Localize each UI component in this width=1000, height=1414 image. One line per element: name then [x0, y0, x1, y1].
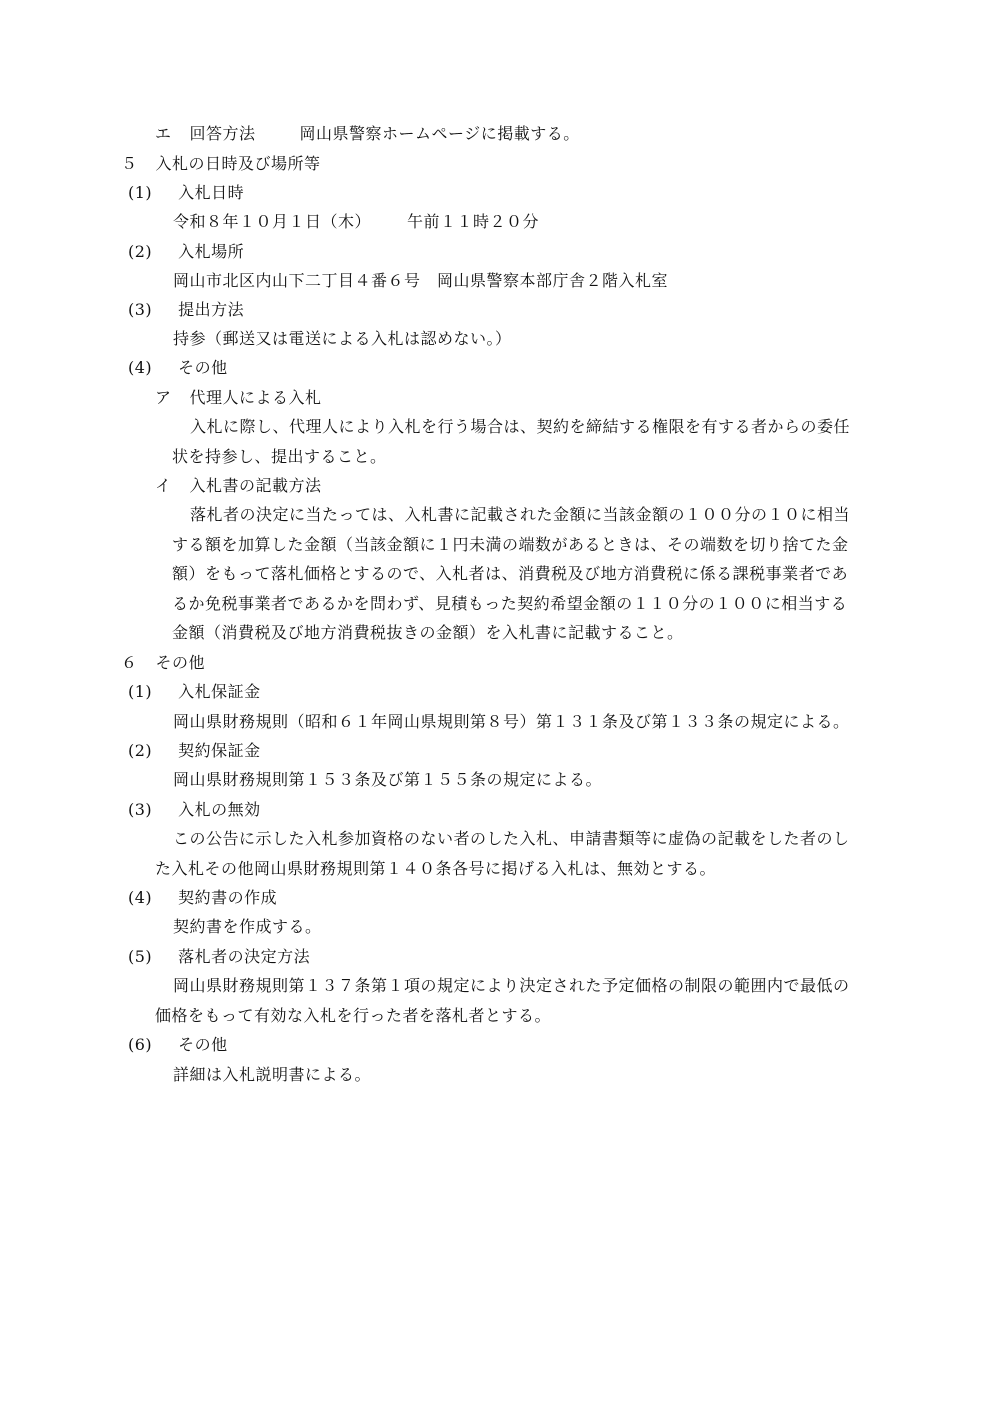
section-6-3-number: (3) [128, 800, 153, 819]
section-6-1-heading [128, 680, 261, 704]
section-5-title: 入札の日時及び場所等 [155, 154, 321, 173]
section-5-1-title: 入札日時 [178, 183, 245, 202]
other-details-text: 詳細は入札説明書による。 [173, 1065, 372, 1084]
item-i-line-2: する額を加算した金額（当該金額に１円未満の端数があるときは、その端数を切り捨てた金 [172, 535, 849, 554]
invalid-bid-line-2: た入札その他岡山県財務規則第１４０条各号に掲げる入札は、無効とする。 [155, 859, 717, 878]
section-5-3-title: 提出方法 [178, 300, 245, 319]
contract-deposit-text: 岡山県財務規則第１５３条及び第１５５条の規定による。 [173, 770, 603, 789]
item-e-line [155, 122, 580, 146]
section-6-6-title: その他 [178, 1035, 228, 1054]
section-5-2-number: (2) [128, 242, 153, 261]
winner-method-line-2: 価格をもって有効な入札を行った者を落札者とする。 [155, 1006, 552, 1025]
item-a-line-1: 入札に際し、代理人により入札を行う場合は、契約を締結する権限を有する者からの委任 [190, 417, 851, 436]
winner-method-line-1: 岡山県財務規則第１３７条第１項の規定により決定された予定価格の制限の範囲内で最低の [173, 976, 850, 995]
bid-time: 午前１１時２０分 [407, 212, 540, 231]
item-i-title: 入札書の記載方法 [189, 476, 322, 495]
section-5-1-number: (1) [128, 183, 153, 202]
item-a-mark: ア [155, 388, 172, 407]
item-e-text: 岡山県警察ホームページに掲載する。 [299, 124, 580, 143]
contract-creation-text: 契約書を作成する。 [173, 917, 322, 936]
section-6-1-title: 入札保証金 [178, 682, 261, 701]
section-5-number: ５ [121, 154, 138, 173]
section-6-number: ６ [121, 653, 138, 672]
section-6-6-number: (6) [128, 1035, 153, 1054]
item-i-mark: イ [155, 476, 172, 495]
bid-datetime [173, 210, 539, 234]
section-5-3-heading [128, 298, 244, 322]
section-6-3-title: 入札の無効 [178, 800, 261, 819]
section-5-2-title: 入札場所 [178, 242, 245, 261]
item-a-line-2: 状を持参し、提出すること。 [172, 447, 387, 466]
item-i-line-1: 落札者の決定に当たっては、入札書に記載された金額に当該金額の１００分の１０に相当 [190, 505, 851, 524]
section-6-4-title: 契約書の作成 [178, 888, 278, 907]
section-5-heading [121, 152, 321, 176]
bid-place: 岡山市北区内山下二丁目４番６号 岡山県警察本部庁舎２階入札室 [173, 271, 669, 290]
section-6-1-number: (1) [128, 682, 153, 701]
section-6-2-title: 契約保証金 [178, 741, 261, 760]
section-6-4-heading [128, 886, 277, 910]
item-i-line-5: 金額（消費税及び地方消費税抜きの金額）を入札書に記載すること。 [172, 623, 684, 642]
bid-date: 令和８年１０月１日（木） [173, 212, 372, 231]
invalid-bid-line-1: この公告に示した入札参加資格のない者のした入札、申請書類等に虚偽の記載をした者のし [173, 829, 850, 848]
section-6-6-heading [128, 1033, 228, 1057]
item-e-label: 回答方法 [189, 124, 256, 143]
section-5-1-heading [128, 181, 244, 205]
section-6-5-title: 落札者の決定方法 [178, 947, 311, 966]
section-6-5-number: (5) [128, 947, 153, 966]
item-a-title: 代理人による入札 [189, 388, 322, 407]
section-6-4-number: (4) [128, 888, 153, 907]
bid-deposit-text: 岡山県財務規則（昭和６１年岡山県規則第８号）第１３１条及び第１３３条の規定による。 [173, 712, 850, 731]
section-6-title: その他 [155, 653, 206, 672]
section-6-5-heading [128, 945, 310, 969]
item-i-line-4: るか免税事業者であるかを問わず、見積もった契約希望金額の１１０分の１００に相当する [172, 594, 848, 613]
section-5-4-title: その他 [178, 358, 228, 377]
section-6-2-number: (2) [128, 741, 153, 760]
section-6-3-heading [128, 798, 261, 822]
item-i-line-3: 額）をもって落札価格とするので、入札者は、消費税及び地方消費税に係る課税事業者であ [172, 564, 849, 583]
section-6-2-heading [128, 739, 261, 763]
item-a-heading [155, 386, 322, 410]
section-5-3-number: (3) [128, 300, 153, 319]
section-6-heading [121, 651, 205, 675]
item-e-mark: エ [155, 124, 172, 143]
section-5-4-number: (4) [128, 358, 153, 377]
section-5-2-heading [128, 240, 244, 264]
submission-method: 持参（郵送又は電送による入札は認めない。） [173, 329, 512, 348]
item-i-heading [155, 474, 322, 498]
section-5-4-heading [128, 356, 228, 380]
